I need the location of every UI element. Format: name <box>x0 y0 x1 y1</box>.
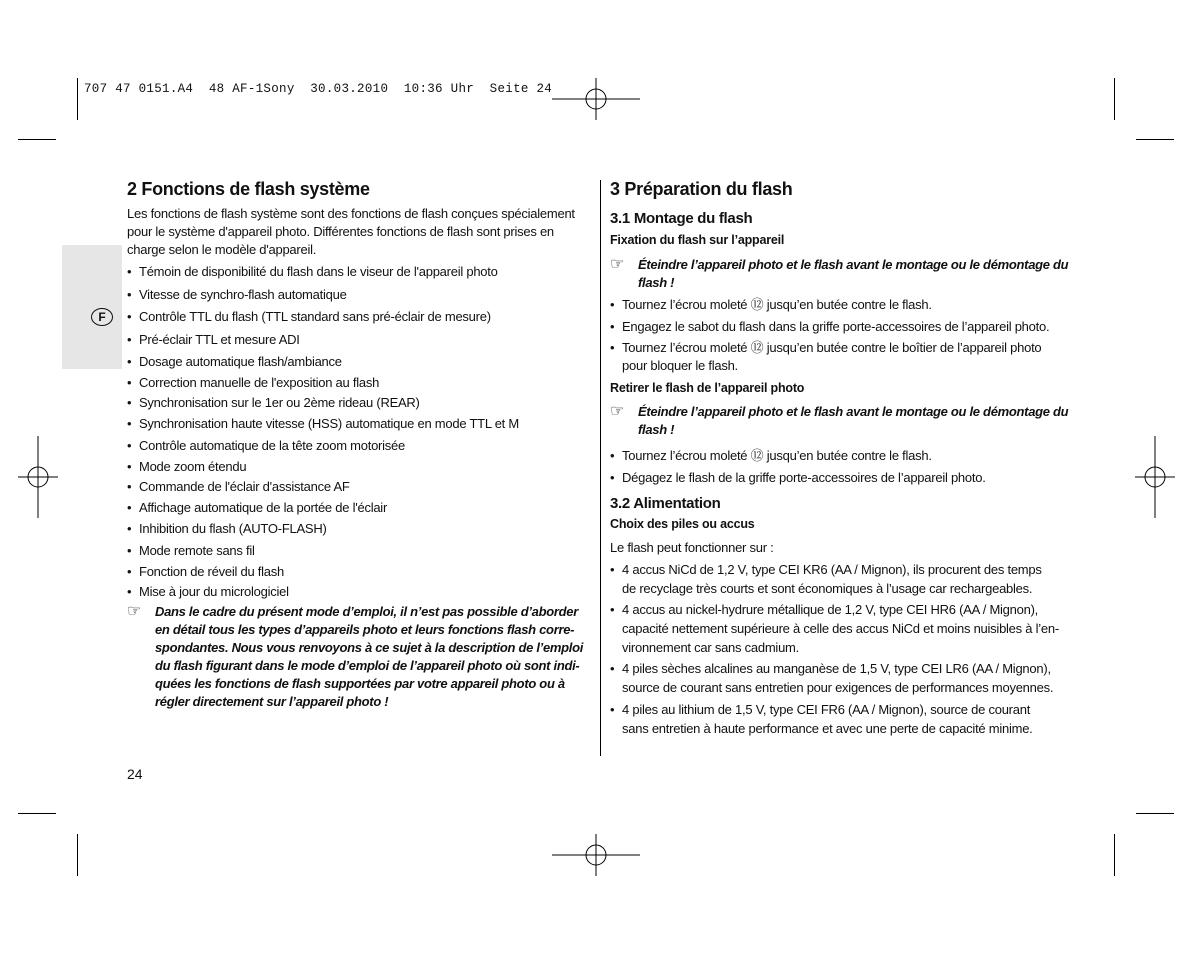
registration-mark-right-icon <box>1135 436 1175 518</box>
language-tab <box>62 245 122 369</box>
list-item: • Dégagez le flash de la griffe porte-accessoires de l’appareil photo. <box>610 470 986 485</box>
list-item: • Contrôle TTL du flash (TTL standard sans pré-éclair de mesure) <box>127 309 491 324</box>
print-slug: 707 47 0151.A4 48 AF-1Sony 30.03.2010 10:36 Uhr Seite 24 <box>84 82 553 96</box>
list-item: • Fonction de réveil du flash <box>127 564 285 579</box>
column-divider <box>600 180 601 756</box>
page-number: 24 <box>127 766 143 782</box>
power-intro: Le flash peut fonctionner sur : <box>610 540 774 555</box>
list-item: • Engagez le sabot du flash dans la griffe porte-accessoires de l’appareil photo. <box>610 319 1050 334</box>
pointing-hand-icon: ☞ <box>127 603 142 620</box>
registration-mark-left-icon <box>18 436 58 518</box>
list-item: • Correction manuelle de l'exposition au flash <box>127 375 380 390</box>
list-item: • 4 accus au nickel-hydrure métallique de 1,2 V, type CEI HR6 (AA / Mignon), capacité nettement supérieure à celle des accus NiCd et moins nuisibles à l’en- vironnement car sans cadmium. <box>610 602 1059 655</box>
list-item: • Tournez l’écrou moleté ⑫ jusqu’en butée contre le flash. <box>610 297 932 312</box>
list-item: • Témoin de disponibilité du flash dans le viseur de l'appareil photo <box>127 264 498 279</box>
list-item: • Mise à jour du micrologiciel <box>127 584 289 599</box>
right-column <box>610 0 1090 954</box>
note-switch-off-2: ☞ Éteindre l’appareil photo et le flash avant le montage ou le démontage du flash ! <box>610 403 1069 437</box>
list-item: • Affichage automatique de la portée de l'éclair <box>127 500 388 515</box>
list-item: • Tournez l’écrou moleté ⑫ jusqu’en butée contre le boîtier de l’appareil photo pour bloquer le flash. <box>610 340 1042 373</box>
pointing-hand-icon: ☞ <box>610 403 625 420</box>
subsection-title-power: 3.2 Alimentation <box>610 495 721 512</box>
list-item: • Contrôle automatique de la tête zoom motorisée <box>127 438 405 453</box>
subheading-remove-flash: Retirer le flash de l’appareil photo <box>610 381 805 395</box>
note-switch-off-1: ☞ Éteindre l’appareil photo et le flash avant le montage ou le démontage du flash ! <box>610 256 1069 290</box>
list-item: • Tournez l’écrou moleté ⑫ jusqu’en butée contre le flash. <box>610 448 932 463</box>
note-camera-functions: ☞ Dans le cadre du présent mode d’emploi, il n’est pas possible d’aborder en détail tous les types d’appareils photo et leurs fonctions flash corre- spondantes. Nous vous renvoyons à ce sujet à la description de l’emploi du flash figurant dans le mode d’emploi de l’appareil photo où sont indi- quées les fonctions de flash supportées par votre appareil photo ou à régler directement sur l’appareil photo ! <box>127 603 584 709</box>
intro-line: charge selon le modèle d'appareil. <box>127 242 317 257</box>
list-item: • Vitesse de synchro-flash automatique <box>127 287 347 302</box>
language-badge: F <box>91 308 113 326</box>
subsection-title-mounting: 3.1 Montage du flash <box>610 210 753 227</box>
intro-line: pour le système d'appareil photo. Différentes fonctions de flash sont prises en <box>127 224 554 239</box>
intro-line: Les fonctions de flash système sont des fonctions de flash conçues spécialement <box>127 206 575 221</box>
list-item: • Synchronisation sur le 1er ou 2ème rideau (REAR) <box>127 395 420 410</box>
subheading-attach-flash: Fixation du flash sur l’appareil <box>610 233 785 247</box>
list-item: • 4 piles sèches alcalines au manganèse de 1,5 V, type CEI LR6 (AA / Mignon), source de courant sans entretien pour exigences de performances moyennes. <box>610 661 1054 695</box>
list-item: • Mode remote sans fil <box>127 543 255 558</box>
section-heading-preparation: 3 Préparation du flash <box>610 179 793 199</box>
subheading-battery-choice: Choix des piles ou accus <box>610 517 755 531</box>
list-item: • 4 accus NiCd de 1,2 V, type CEI KR6 (AA / Mignon), ils procurent des temps de recyclage très courts et sont économiques à l’usage car rechargeables. <box>610 562 1042 596</box>
list-item: • 4 piles au lithium de 1,5 V, type CEI FR6 (AA / Mignon), source de courant sans entretien à haute performance et avec une perte de capacité minime. <box>610 702 1033 736</box>
list-item: • Mode zoom étendu <box>127 459 247 474</box>
list-item: • Synchronisation haute vitesse (HSS) automatique en mode TTL et M <box>127 416 519 431</box>
list-item: • Dosage automatique flash/ambiance <box>127 354 342 369</box>
section-heading-system-functions: 2 Fonctions de flash système <box>127 179 370 199</box>
pointing-hand-icon: ☞ <box>610 256 625 273</box>
list-item: • Pré-éclair TTL et mesure ADI <box>127 332 300 347</box>
list-item: • Inhibition du flash (AUTO-FLASH) <box>127 521 327 536</box>
list-item: • Commande de l'éclair d'assistance AF <box>127 479 350 494</box>
feature-list <box>127 0 587 954</box>
